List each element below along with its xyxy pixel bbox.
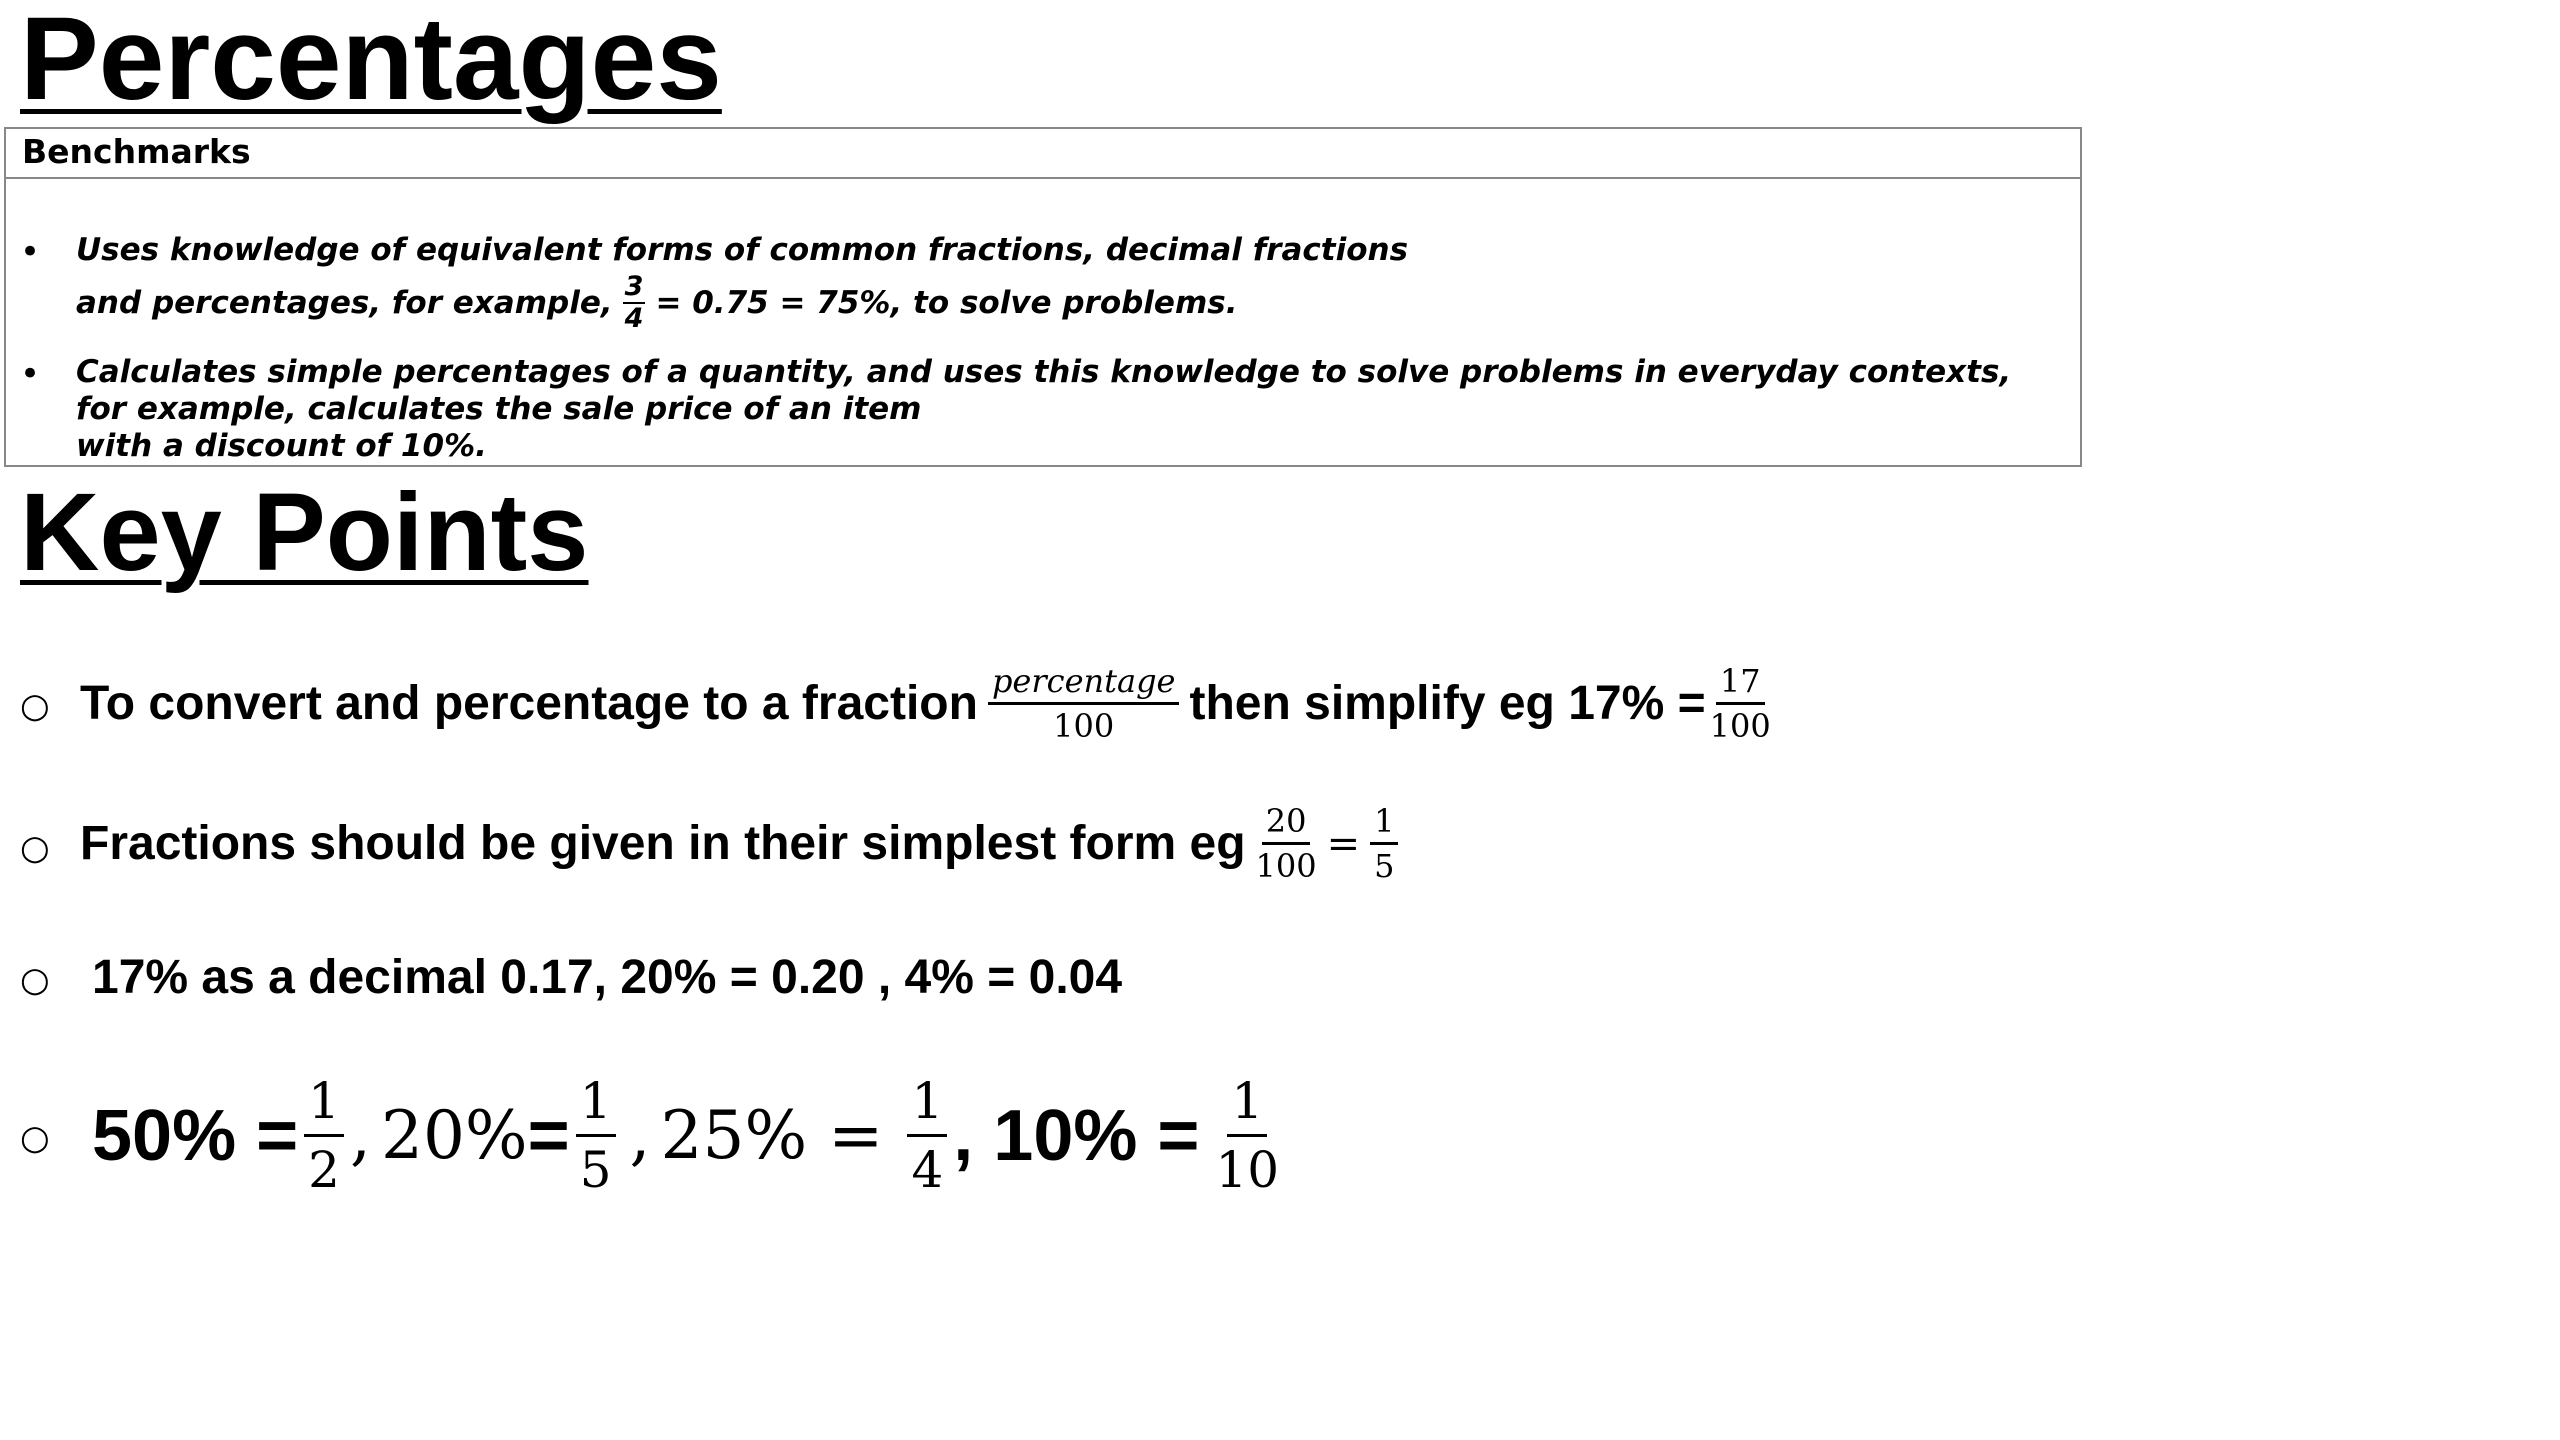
key-point-3-text: 17% as a decimal 0.17, 20% = 0.20 , 4% = 0.04 bbox=[92, 951, 1123, 1004]
fraction-numerator: 3 bbox=[624, 271, 644, 302]
benchmark-item-1-pre: and percentages, for example, bbox=[76, 285, 613, 321]
benchmark-item-2-text-1: Calculates simple percentages of a quantity, and uses this knowledge to solve problems in everyday contexts, for example, calculates the sale price of an item bbox=[76, 354, 2012, 427]
key-point-4-part-2: 20% bbox=[380, 1097, 528, 1174]
page-title: Percentages bbox=[20, 0, 722, 125]
benchmark-item-1-post: = 0.75 = 75%, to solve problems. bbox=[655, 285, 1238, 321]
key-point-1-text-1: To convert and percentage to a fraction bbox=[80, 677, 978, 730]
circle-bullet-icon: ○ bbox=[20, 1118, 50, 1158]
circle-bullet-icon: ○ bbox=[20, 828, 50, 868]
fraction-1-over-4 bbox=[907, 1068, 947, 1203]
fraction-1-over-10 bbox=[1215, 1068, 1279, 1203]
benchmark-item-2-text-2: with a discount of 10%. bbox=[76, 428, 487, 464]
fraction-denominator: 100 bbox=[1709, 707, 1771, 745]
key-points-title: Key Points bbox=[20, 471, 589, 594]
separator: , bbox=[349, 1097, 371, 1174]
fraction-denominator: 5 bbox=[1374, 847, 1395, 885]
key-point-2 bbox=[80, 800, 1408, 887]
benchmarks-header: Benchmarks bbox=[6, 129, 2080, 179]
fraction-denominator: 4 bbox=[624, 303, 644, 334]
fraction-denominator: 100 bbox=[1255, 847, 1317, 885]
fraction-denominator: 100 bbox=[1053, 707, 1115, 745]
bullet-icon: • bbox=[20, 354, 41, 394]
key-point-2-text: Fractions should be given in their simplest form eg bbox=[80, 817, 1246, 870]
key-point-4-part-3: 25% = bbox=[660, 1097, 884, 1174]
fraction-numerator: 1 bbox=[1227, 1068, 1267, 1137]
key-point-4 bbox=[92, 1068, 1285, 1203]
key-point-4-part-1: 50% = bbox=[92, 1095, 299, 1176]
fraction-numerator: 1 bbox=[576, 1068, 616, 1137]
fraction-percentage-over-100 bbox=[988, 660, 1180, 747]
fraction-numerator: 1 bbox=[1370, 800, 1398, 845]
fraction-denominator: 5 bbox=[579, 1141, 612, 1199]
fraction-numerator: percentage bbox=[988, 660, 1180, 705]
fraction-three-quarters bbox=[623, 272, 646, 334]
fraction-denominator: 10 bbox=[1215, 1141, 1280, 1199]
fraction-1-over-5 bbox=[1370, 800, 1398, 887]
circle-bullet-icon: ○ bbox=[20, 960, 50, 1000]
fraction-1-over-5 bbox=[576, 1068, 616, 1203]
fraction-20-over-100 bbox=[1256, 800, 1317, 887]
fraction-denominator: 2 bbox=[308, 1141, 340, 1199]
benchmark-item-1-line-2 bbox=[76, 272, 1238, 334]
key-point-4-equals: = bbox=[527, 1095, 570, 1176]
bullet-icon: • bbox=[20, 232, 41, 272]
separator: , bbox=[629, 1097, 651, 1174]
benchmark-item-2 bbox=[76, 354, 2056, 465]
fraction-17-over-100 bbox=[1710, 660, 1771, 747]
benchmark-item-1-line-1: Uses knowledge of equivalent forms of common fractions, decimal fractions bbox=[76, 232, 1409, 268]
fraction-denominator: 4 bbox=[911, 1141, 944, 1199]
fraction-numerator: 17 bbox=[1716, 660, 1765, 705]
key-point-3 bbox=[92, 950, 1122, 1005]
equals-sign: = bbox=[1326, 820, 1361, 867]
key-point-4-part-4: , 10% = bbox=[953, 1095, 1200, 1176]
fraction-1-over-2 bbox=[304, 1068, 344, 1203]
fraction-numerator: 1 bbox=[907, 1068, 947, 1137]
fraction-numerator: 20 bbox=[1262, 800, 1311, 845]
fraction-numerator: 1 bbox=[304, 1068, 344, 1137]
key-point-1-text-2: then simplify eg 17% = bbox=[1189, 677, 1706, 730]
key-point-1 bbox=[80, 660, 1781, 747]
circle-bullet-icon: ○ bbox=[20, 686, 50, 726]
